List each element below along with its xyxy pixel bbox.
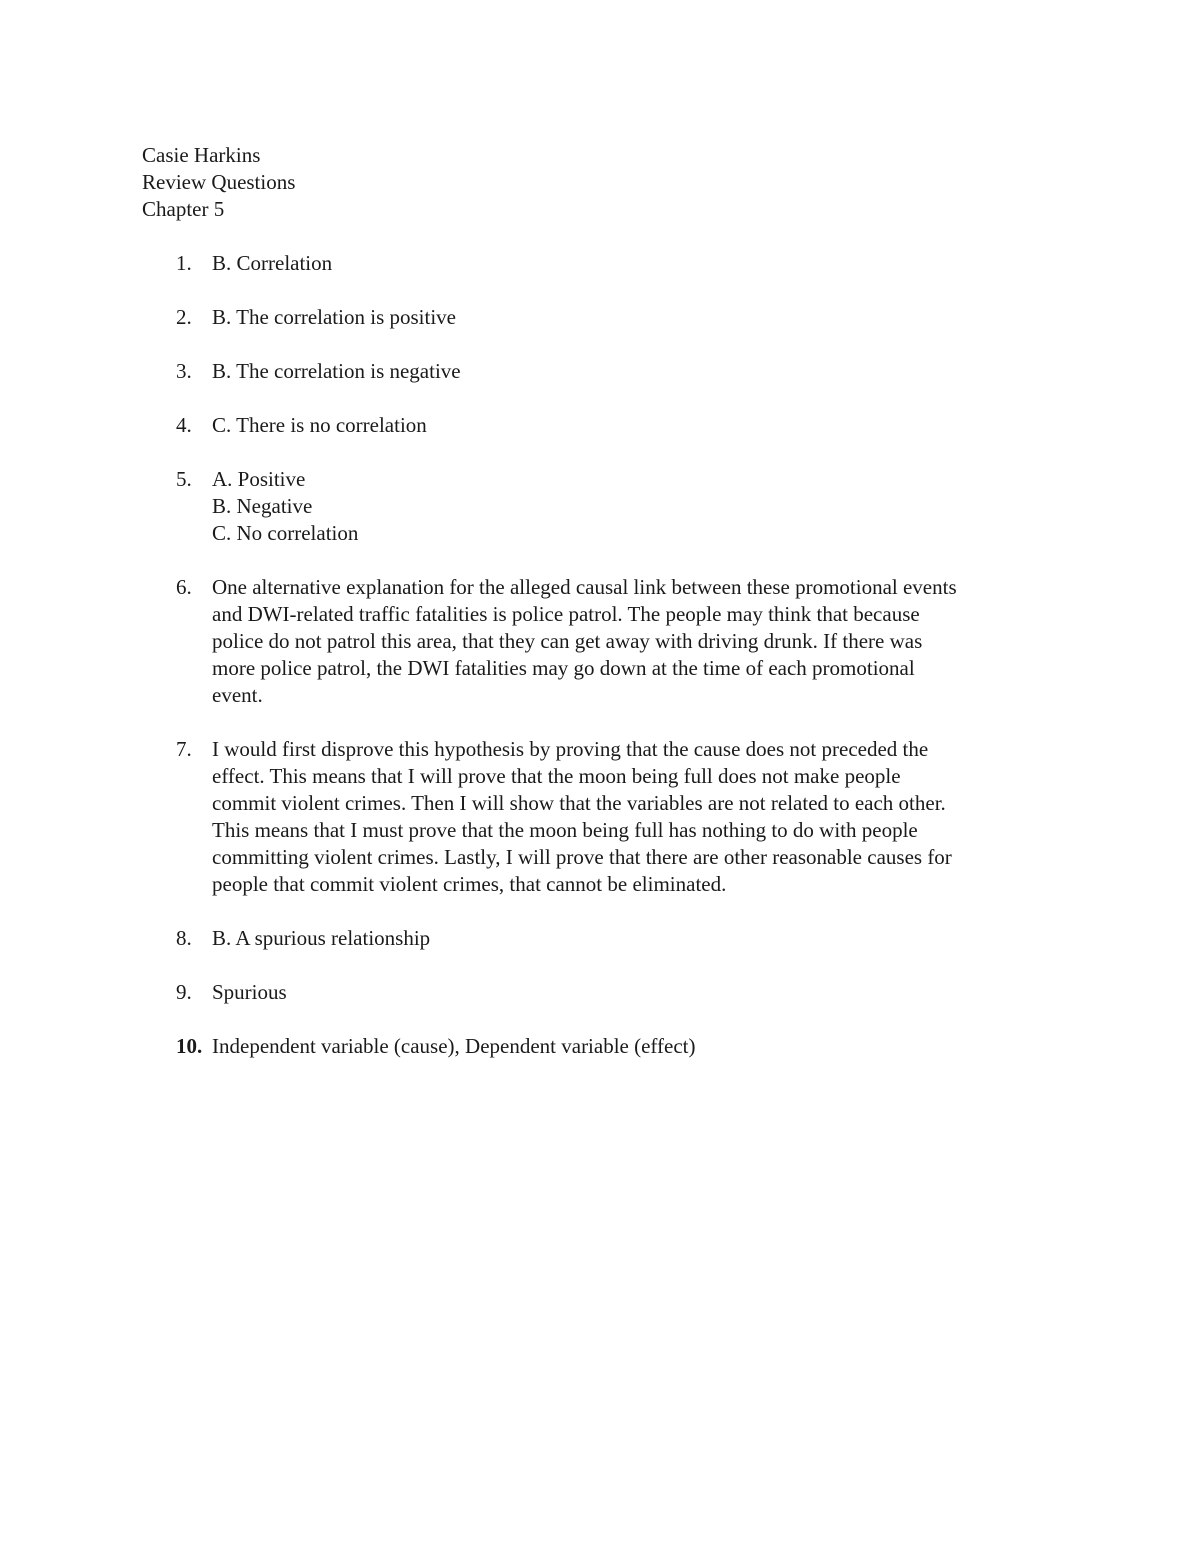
answer-text: police do not patrol this area, that they can get away with driving drunk. If there was bbox=[212, 629, 923, 653]
author-name: Casie Harkins bbox=[142, 143, 261, 167]
answer-text: C. There is no correlation bbox=[212, 413, 427, 437]
document-header bbox=[142, 142, 295, 223]
answer-text: One alternative explanation for the alleged causal link between these promotional events bbox=[212, 575, 957, 599]
answer-number: 8. bbox=[176, 926, 192, 950]
answer-text: B. Correlation bbox=[212, 251, 333, 275]
answer-number: 4. bbox=[176, 413, 192, 437]
answer-text: effect. This means that I will prove that the moon being full does not make people bbox=[212, 764, 901, 788]
answer-item-9 bbox=[142, 979, 1062, 1006]
answer-item-7 bbox=[142, 736, 1062, 898]
answer-number: 6. bbox=[176, 575, 192, 599]
answer-item-5 bbox=[142, 466, 1062, 547]
document-title: Review Questions bbox=[142, 170, 296, 194]
answer-number: 2. bbox=[176, 305, 192, 329]
answer-text: Spurious bbox=[212, 980, 287, 1004]
answer-number: 3. bbox=[176, 359, 192, 383]
answer-text: B. The correlation is negative bbox=[212, 359, 461, 383]
answer-list bbox=[142, 250, 1062, 1087]
answer-text: This means that I must prove that the moon being full has nothing to do with people bbox=[212, 818, 918, 842]
answer-number: 9. bbox=[176, 980, 192, 1004]
answer-text: and DWI-related traffic fatalities is police patrol. The people may think that because bbox=[212, 602, 920, 626]
answer-text: event. bbox=[212, 683, 263, 707]
answer-text: B. Negative bbox=[212, 494, 313, 518]
answer-number: 7. bbox=[176, 737, 192, 761]
answer-text: Independent variable (cause), Dependent variable (effect) bbox=[212, 1034, 696, 1058]
answer-text: I would first disprove this hypothesis by proving that the cause does not preceded the bbox=[212, 737, 929, 761]
answer-number: 5. bbox=[176, 467, 192, 491]
answer-item-4 bbox=[142, 412, 1062, 439]
answer-text: people that commit violent crimes, that cannot be eliminated. bbox=[212, 872, 727, 896]
answer-text: C. No correlation bbox=[212, 521, 359, 545]
answer-item-8 bbox=[142, 925, 1062, 952]
answer-item-3 bbox=[142, 358, 1062, 385]
answer-number: 1. bbox=[176, 251, 192, 275]
answer-text: B. A spurious relationship bbox=[212, 926, 431, 950]
answer-text: more police patrol, the DWI fatalities may go down at the time of each promotional bbox=[212, 656, 915, 680]
answer-text: committing violent crimes. Lastly, I will prove that there are other reasonable causes for bbox=[212, 845, 952, 869]
answer-text: B. The correlation is positive bbox=[212, 305, 456, 329]
answer-item-10 bbox=[142, 1033, 1062, 1060]
chapter-label: Chapter 5 bbox=[142, 197, 225, 221]
answer-item-6 bbox=[142, 574, 1062, 709]
answer-item-2 bbox=[142, 304, 1062, 331]
answer-number: 10. bbox=[176, 1034, 203, 1058]
answer-text: A. Positive bbox=[212, 467, 306, 491]
answer-text: commit violent crimes. Then I will show that the variables are not related to each other. bbox=[212, 791, 946, 815]
answer-item-1 bbox=[142, 250, 1062, 277]
